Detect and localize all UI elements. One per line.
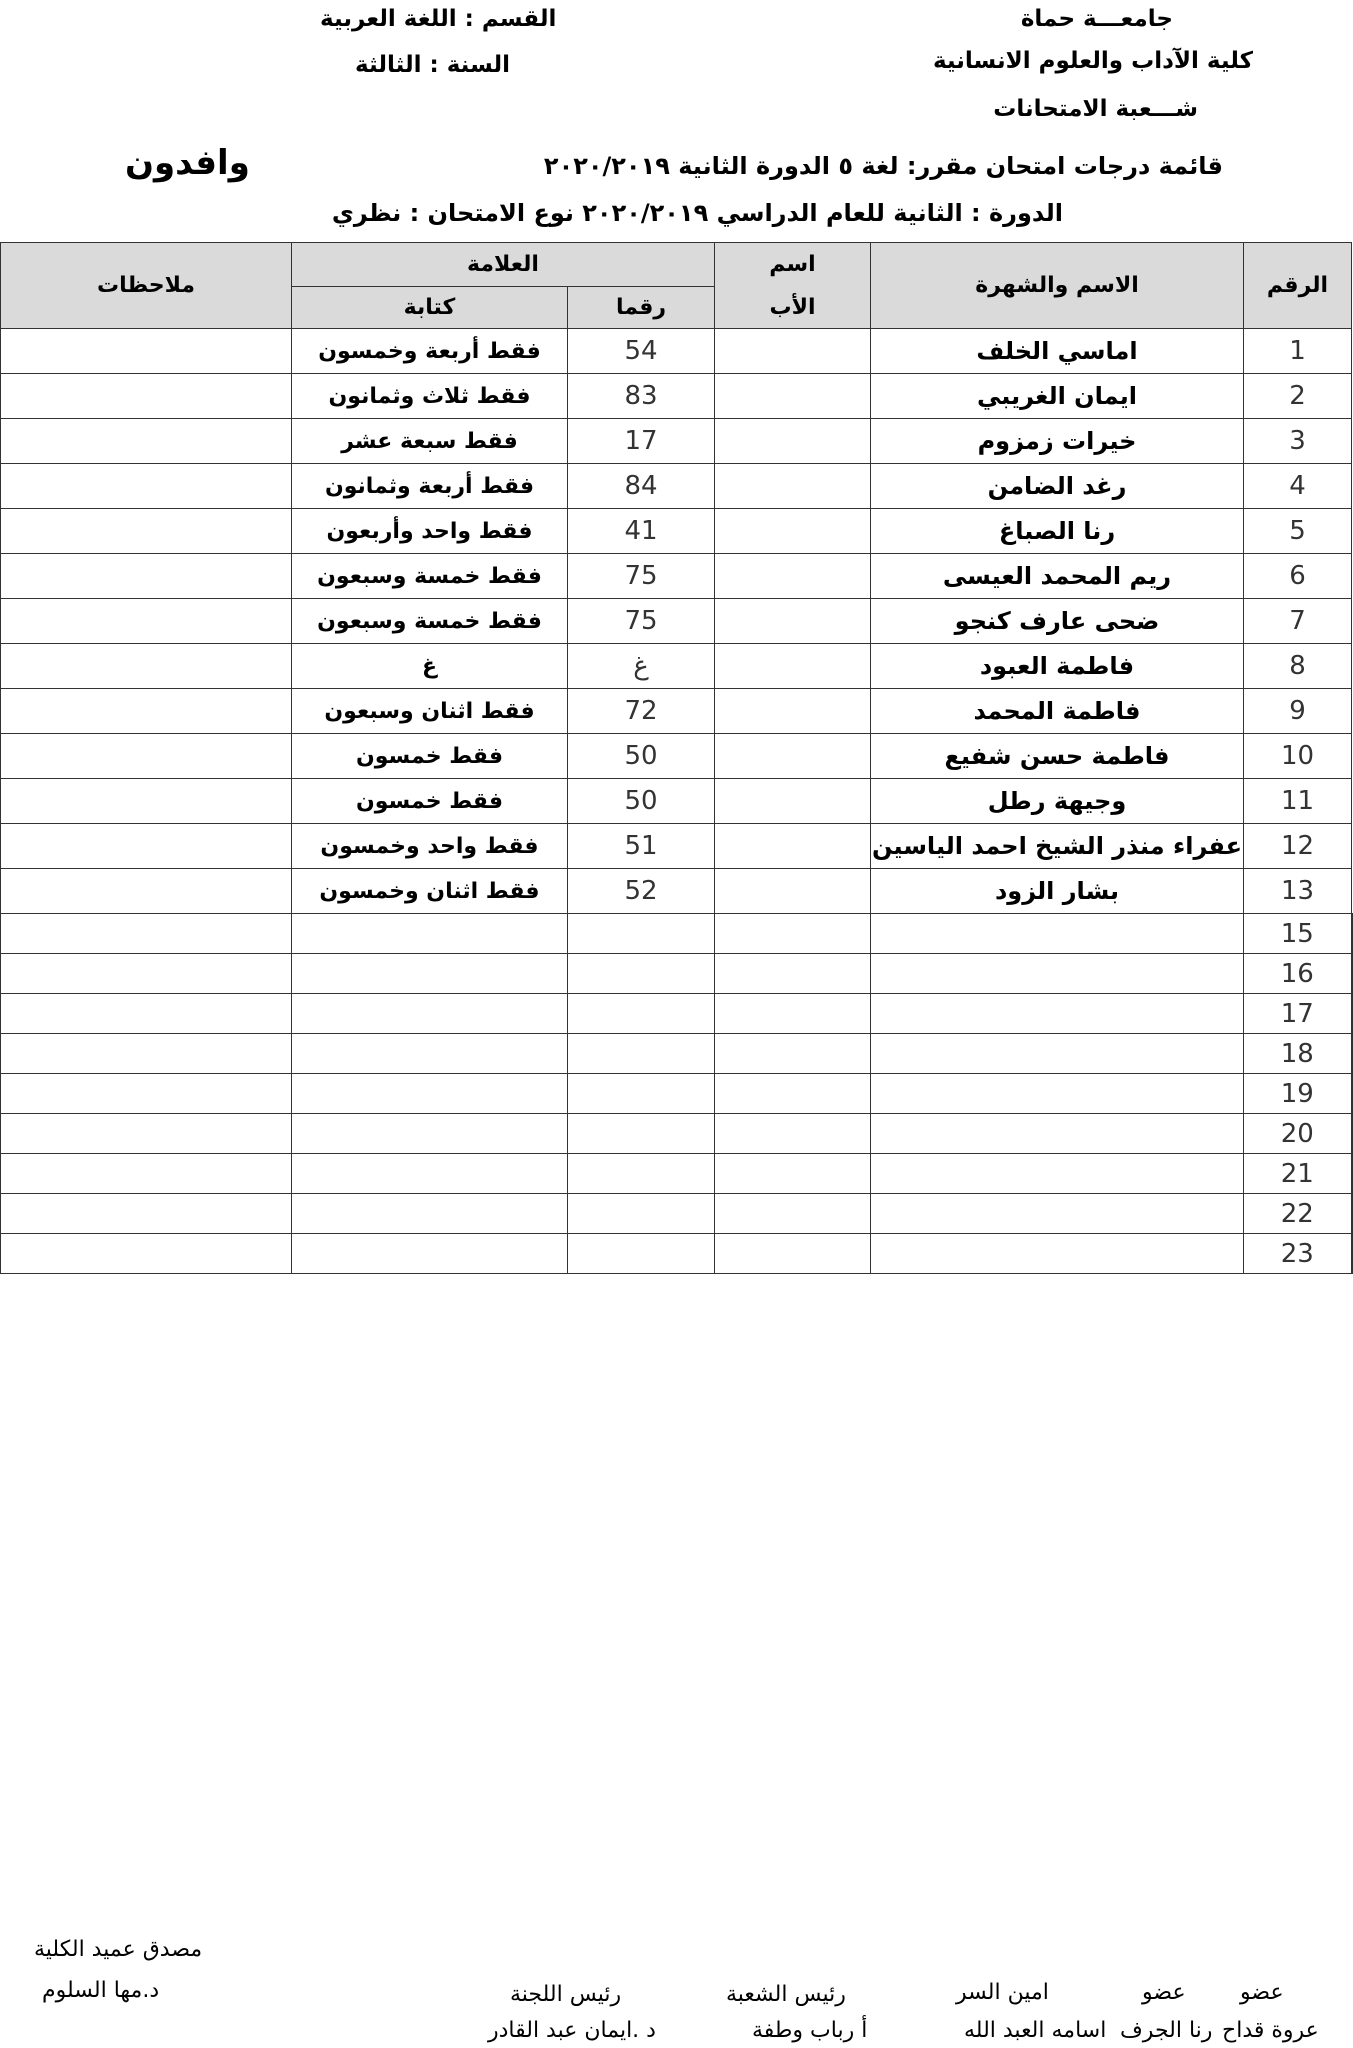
cell-index: 15 [1244, 914, 1352, 954]
cell-mark-digits: 52 [568, 869, 715, 914]
cell-father-name [715, 599, 871, 644]
cell-mark-words: فقط خمسة وسبعون [292, 554, 568, 599]
cell-full-name: فاطمة العبود [871, 644, 1244, 689]
list-title: قائمة درجات امتحان مقرر: لغة ٥ الدورة الثانية ٢٠٢٠/٢٠١٩ [543, 152, 1223, 180]
cell-father-name [715, 644, 871, 689]
section-head-title: رئيس الشعبة [726, 1982, 846, 2007]
category-label: وافدون [125, 143, 250, 183]
cell-notes [1, 554, 292, 599]
year-label: السنة : الثالثة [355, 52, 510, 78]
cell-notes [1, 599, 292, 644]
empty-table-row [1, 1114, 1352, 1154]
cell-mark-words: فقط خمسون [292, 734, 568, 779]
dean-title: مصدق عميد الكلية [34, 1937, 203, 1962]
cell-full-name [871, 1194, 1244, 1234]
cell-full-name: رنا الصباغ [871, 509, 1244, 554]
cell-full-name: ريم المحمد العيسى [871, 554, 1244, 599]
cell-index: 4 [1244, 464, 1352, 509]
cell-father-name [715, 869, 871, 914]
table-row [1, 779, 1352, 824]
dean-name: د.مها السلوم [42, 1978, 160, 2003]
cell-mark-words: فقط واحد وأربعون [292, 509, 568, 554]
cell-mark-words: فقط اثنان وسبعون [292, 689, 568, 734]
cell-index: 7 [1244, 599, 1352, 644]
cell-mark-words [292, 1034, 568, 1074]
cell-mark-digits: 50 [568, 734, 715, 779]
cell-full-name: رغد الضامن [871, 464, 1244, 509]
department-label: القسم : اللغة العربية [320, 6, 557, 32]
cell-mark-digits [568, 1034, 715, 1074]
session-line: الدورة : الثانية للعام الدراسي ٢٠٢٠/٢٠١٩ نوع الامتحان : نظري [331, 199, 1063, 227]
cell-full-name: ضحى عارف كنجو [871, 599, 1244, 644]
cell-index: 11 [1244, 779, 1352, 824]
cell-notes [1, 419, 292, 464]
cell-mark-digits: 50 [568, 779, 715, 824]
cell-notes [1, 644, 292, 689]
grades-table [0, 242, 1353, 1274]
cell-mark-digits [568, 954, 715, 994]
cell-index: 20 [1244, 1114, 1352, 1154]
cell-notes [1, 1074, 292, 1114]
table-row [1, 554, 1352, 599]
cell-father-name [715, 994, 871, 1034]
cell-notes [1, 779, 292, 824]
cell-mark-digits: 75 [568, 554, 715, 599]
cell-father-name [715, 779, 871, 824]
cell-father-name [715, 914, 871, 954]
cell-mark-digits: 72 [568, 689, 715, 734]
cell-notes [1, 914, 292, 954]
cell-notes [1, 1154, 292, 1194]
header-mark-digits: رقما [568, 287, 715, 329]
cell-mark-words: فقط واحد وخمسون [292, 824, 568, 869]
table-row [1, 419, 1352, 464]
cell-mark-words [292, 914, 568, 954]
cell-full-name [871, 1074, 1244, 1114]
cell-notes [1, 464, 292, 509]
cell-full-name: فاطمة المحمد [871, 689, 1244, 734]
table-row [1, 869, 1352, 914]
cell-mark-digits [568, 1074, 715, 1114]
section-head-name: أ رباب وطفة [752, 2018, 868, 2043]
university-name: جامعـــة حماة [1020, 6, 1173, 32]
cell-index: 16 [1244, 954, 1352, 994]
cell-father-name [715, 329, 871, 374]
header-mark-words: كتابة [292, 287, 568, 329]
header-full-name: الاسم والشهرة [871, 243, 1244, 329]
cell-index: 1 [1244, 329, 1352, 374]
cell-father-name [715, 824, 871, 869]
cell-mark-digits: 75 [568, 599, 715, 644]
committee-head-name: د .ايمان عبد القادر [488, 2018, 656, 2043]
table-row [1, 374, 1352, 419]
cell-full-name: فاطمة حسن شفيع [871, 734, 1244, 779]
cell-father-name [715, 464, 871, 509]
cell-mark-words: فقط خمسة وسبعون [292, 599, 568, 644]
cell-index: 5 [1244, 509, 1352, 554]
cell-mark-digits: 51 [568, 824, 715, 869]
cell-index: 12 [1244, 824, 1352, 869]
cell-mark-digits: 41 [568, 509, 715, 554]
cell-index: 8 [1244, 644, 1352, 689]
cell-notes [1, 1034, 292, 1074]
table-row [1, 824, 1352, 869]
member-name-2: عروة قداح [1222, 2018, 1319, 2043]
cell-mark-digits [568, 994, 715, 1034]
header-father-name-top: اسم [715, 243, 871, 287]
cell-father-name [715, 689, 871, 734]
empty-table-row [1, 994, 1352, 1034]
cell-mark-words [292, 1154, 568, 1194]
empty-table-row [1, 1154, 1352, 1194]
secretary-name: اسامه العبد الله [964, 2018, 1107, 2043]
cell-full-name: وجيهة رطل [871, 779, 1244, 824]
table-row [1, 689, 1352, 734]
cell-father-name [715, 734, 871, 779]
table-row [1, 509, 1352, 554]
table-row [1, 329, 1352, 374]
cell-index: 6 [1244, 554, 1352, 599]
cell-mark-words: غ [292, 644, 568, 689]
cell-index: 2 [1244, 374, 1352, 419]
header-father-name-bottom: الأب [715, 287, 871, 329]
cell-mark-digits [568, 1234, 715, 1274]
table-row [1, 464, 1352, 509]
member-name-1: رنا الجرف [1120, 2018, 1213, 2043]
cell-notes [1, 869, 292, 914]
cell-index: 21 [1244, 1154, 1352, 1194]
cell-father-name [715, 1234, 871, 1274]
cell-notes [1, 1194, 292, 1234]
empty-table-row [1, 1194, 1352, 1234]
empty-table-row [1, 914, 1352, 954]
cell-index: 19 [1244, 1074, 1352, 1114]
member-title-1: عضو [1142, 1980, 1186, 2005]
cell-father-name [715, 419, 871, 464]
cell-full-name: خيرات زمزوم [871, 419, 1244, 464]
cell-father-name [715, 509, 871, 554]
grades-table-body [1, 329, 1352, 1274]
member-title-2: عضو [1240, 1980, 1284, 2005]
cell-notes [1, 689, 292, 734]
secretary-title: امين السر [956, 1980, 1049, 2005]
exam-office-name: شـــعبة الامتحانات [993, 96, 1198, 122]
cell-father-name [715, 554, 871, 599]
cell-notes [1, 994, 292, 1034]
cell-full-name [871, 1034, 1244, 1074]
cell-father-name [715, 1154, 871, 1194]
cell-full-name [871, 994, 1244, 1034]
cell-full-name: ايمان الغريبي [871, 374, 1244, 419]
table-row [1, 599, 1352, 644]
cell-father-name [715, 1034, 871, 1074]
cell-notes [1, 824, 292, 869]
empty-table-row [1, 1234, 1352, 1274]
cell-mark-digits [568, 914, 715, 954]
cell-mark-words [292, 1194, 568, 1234]
cell-index: 23 [1244, 1234, 1352, 1274]
cell-full-name [871, 1234, 1244, 1274]
cell-mark-digits: 83 [568, 374, 715, 419]
cell-mark-words [292, 1234, 568, 1274]
cell-mark-digits: 17 [568, 419, 715, 464]
header-index: الرقم [1244, 243, 1352, 329]
cell-mark-words [292, 994, 568, 1034]
cell-index: 13 [1244, 869, 1352, 914]
cell-notes [1, 734, 292, 779]
table-row [1, 734, 1352, 779]
cell-index: 22 [1244, 1194, 1352, 1234]
cell-father-name [715, 954, 871, 994]
cell-mark-words: فقط ثلاث وثمانون [292, 374, 568, 419]
table-row [1, 644, 1352, 689]
cell-mark-words: فقط أربعة وخمسون [292, 329, 568, 374]
cell-mark-words [292, 1074, 568, 1114]
cell-mark-digits [568, 1194, 715, 1234]
cell-mark-words [292, 1114, 568, 1154]
header-notes: ملاحظات [1, 243, 292, 329]
faculty-name: كلية الآداب والعلوم الانسانية [932, 48, 1253, 74]
cell-full-name [871, 1154, 1244, 1194]
cell-mark-digits: غ [568, 644, 715, 689]
cell-father-name [715, 1194, 871, 1234]
header-mark: العلامة [292, 243, 715, 287]
cell-father-name [715, 374, 871, 419]
cell-mark-words: فقط أربعة وثمانون [292, 464, 568, 509]
cell-notes [1, 1234, 292, 1274]
empty-table-row [1, 1074, 1352, 1114]
cell-mark-digits: 84 [568, 464, 715, 509]
cell-index: 3 [1244, 419, 1352, 464]
cell-index: 17 [1244, 994, 1352, 1034]
cell-full-name [871, 954, 1244, 994]
cell-mark-digits [568, 1114, 715, 1154]
cell-father-name [715, 1114, 871, 1154]
empty-table-row [1, 1034, 1352, 1074]
empty-table-row [1, 954, 1352, 994]
cell-index: 18 [1244, 1034, 1352, 1074]
cell-mark-words: فقط خمسون [292, 779, 568, 824]
cell-notes [1, 329, 292, 374]
cell-father-name [715, 1074, 871, 1114]
cell-notes [1, 509, 292, 554]
cell-notes [1, 374, 292, 419]
cell-full-name: عفراء منذر الشيخ احمد الياسين [871, 824, 1244, 869]
cell-mark-digits: 54 [568, 329, 715, 374]
cell-mark-digits [568, 1154, 715, 1194]
committee-head-title: رئيس اللجنة [510, 1982, 622, 2007]
cell-full-name: بشار الزود [871, 869, 1244, 914]
cell-mark-words [292, 954, 568, 994]
cell-index: 10 [1244, 734, 1352, 779]
cell-notes [1, 954, 292, 994]
cell-full-name: اماسي الخلف [871, 329, 1244, 374]
cell-full-name [871, 914, 1244, 954]
cell-mark-words: فقط سبعة عشر [292, 419, 568, 464]
cell-notes [1, 1114, 292, 1154]
cell-mark-words: فقط اثنان وخمسون [292, 869, 568, 914]
cell-index: 9 [1244, 689, 1352, 734]
cell-full-name [871, 1114, 1244, 1154]
